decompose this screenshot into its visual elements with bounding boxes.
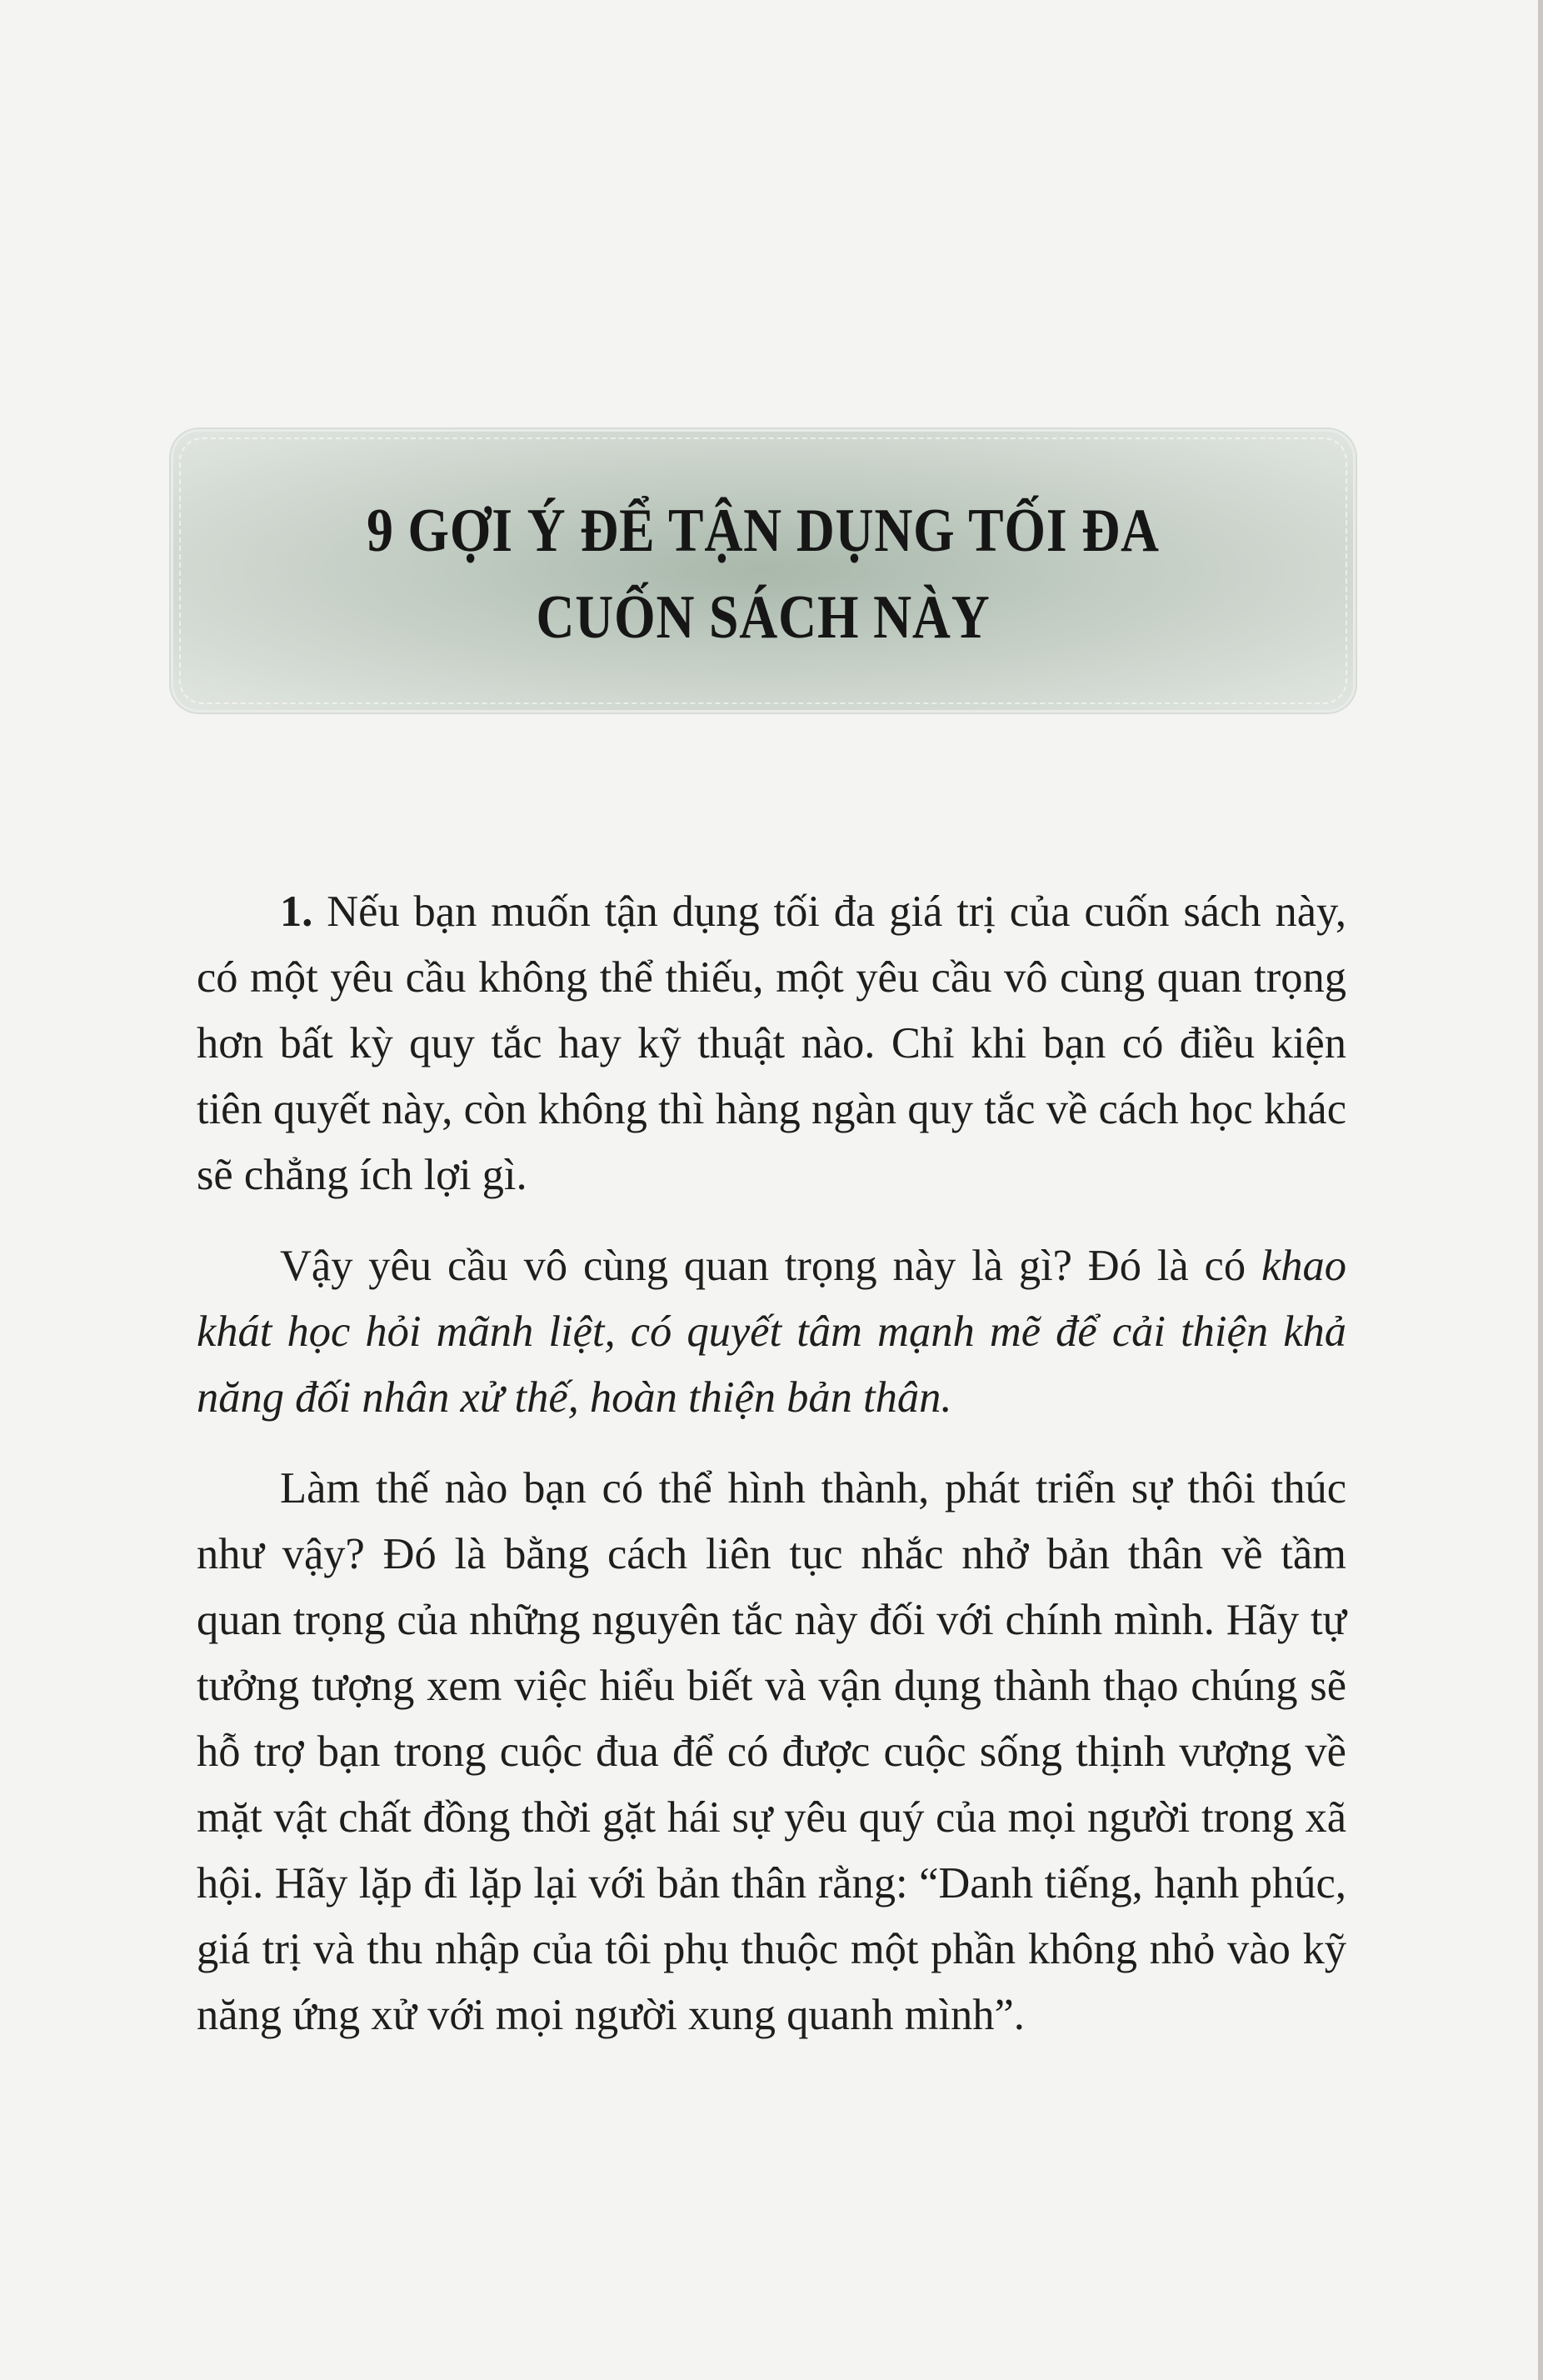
- paragraph-2-lead: Vậy yêu cầu vô cùng quan trọng này là gì? Đó là có: [280, 1242, 1261, 1290]
- paragraph-2: [197, 1233, 1346, 1431]
- chapter-title-line-2: CUỐN SÁCH NÀY: [536, 583, 991, 652]
- chapter-title: [254, 488, 1273, 661]
- paragraph-3-text: Làm thế nào bạn có thể hình thành, phát triển sự thôi thúc như vậy? Đó là bằng cách liên tục nhắc nhở bản thân về tầm quan trọng của những nguyên tắc này đối với chính mình. Hãy tự tưởng tượng xem việc hiểu biết và vận dụng thành thạo chúng sẽ hỗ trợ bạn trong cuộc đua để có được cuộc sống thịnh vượng về mặt vật chất đồng thời gặt hái sự yêu quý của mọi người trong xã hội. Hãy lặp đi lặp lại với bản thân rằng: “Danh tiếng, hạnh phúc, giá trị và thu nhập của tôi phụ thuộc một phần không nhỏ vào kỹ năng ứng xử với mọi người xung quanh mình”.: [197, 1464, 1346, 2039]
- chapter-title-box: [171, 429, 1356, 712]
- paragraph-number: 1.: [280, 888, 313, 936]
- paragraph-1-text: Nếu bạn muốn tận dụng tối đa giá trị của cuốn sách này, có một yêu cầu không thể thiếu, một yêu cầu vô cùng quan trọng hơn bất kỳ quy tắc hay kỹ thuật nào. Chỉ khi bạn có điều kiện tiên quyết này, còn không thì hàng ngàn quy tắc về cách học khác sẽ chẳng ích lợi gì.: [197, 888, 1346, 1199]
- paragraph-2-emphasis: khao khát học hỏi mãnh liệt, có quyết tâm mạnh mẽ để cải thiện khả năng đối nhân xử thế, hoàn thiện bản thân.: [197, 1242, 1346, 1422]
- paragraph-3: [197, 1456, 1346, 2048]
- paragraph-1: [197, 879, 1346, 1208]
- body-text: [197, 879, 1346, 2073]
- chapter-title-line-1: 9 GỢI Ý ĐỂ TẬN DỤNG TỐI ĐA: [367, 497, 1160, 565]
- page-edge: [1538, 0, 1543, 2380]
